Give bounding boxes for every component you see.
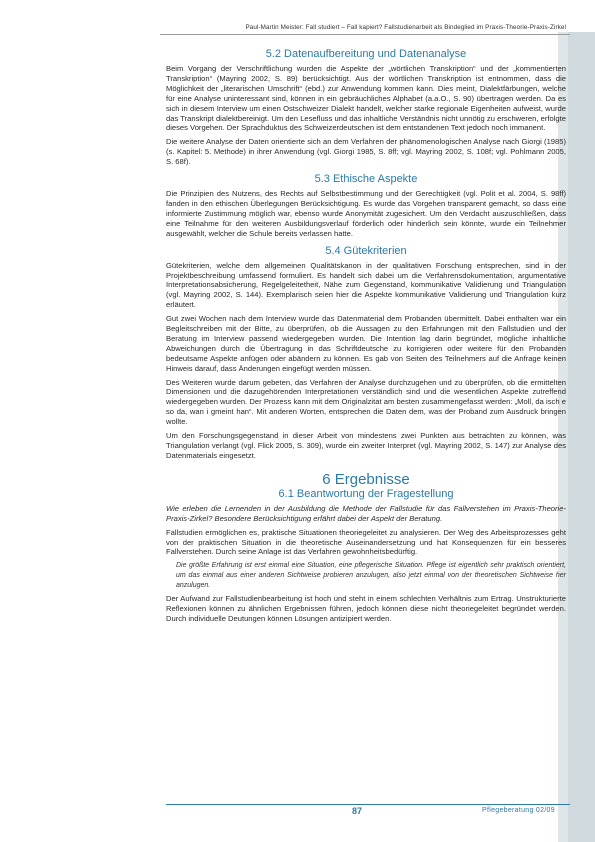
footer-divider [166, 804, 570, 805]
header-divider [160, 34, 570, 35]
paragraph: Die Prinzipien des Nutzens, des Rechts auf Selbstbestimmung und der Gerechtigkeit (vgl. Polit et al. 2004, S. 98ff) fanden in den ethischen Überlegungen Berücksichtigung. Es wurde das Vorgehen transparent gemacht, so dass eine informierte Zustimmung möglich war, ebenso wurde Anonymität zugesichert. Um den Verdacht auszuschließen, dass eine Teilnahme für den weiteren Ausbildungsverlauf förderlich oder hinderlich sein könnte, wurde ein Teilnehmer ausgewählt, welcher die Schule bereits verlassen hatte. [166, 189, 566, 238]
chapter-heading-6: 6 Ergebnisse [322, 470, 410, 488]
interview-quote: Die größte Erfahrung ist erst einmal eine Situation, eine pflegerische Situation. Pflege ist eigentlich sehr praktisch orientiert, um das einmal aus einer anderen Sichtweise probieren anzulugen, also jetzt einmal von der theoretischen Sichtweise her anzulugen. [176, 562, 566, 589]
running-header: Paul-Martin Meister: Fall studiert – Fall kapiert? Fallstudienarbeit als Bindeglied im Praxis-Theorie-Praxis-Zirkel [245, 24, 566, 31]
paragraph: Gütekriterien, welche dem allgemeinen Qualitätskanon in der qualitativen Forschung entsprechen, sind in der Projektbeschreibung umfassend formuliert. Es handelt sich dabei um die Verfahrensdokumentation, argumentative Interpretationsabsicherung, Regelgeleitetheit, Nähe zum Gegenstand, kommunikative Validierung und Triangulation (vgl. Mayring 2002, S. 144). Exemplarisch seien hier die Aspekte kommunikative Validierung und Triangulation kurz erläutert. [166, 260, 566, 310]
paragraph: Der Aufwand zur Fallstudienbearbeitung ist hoch und steht in einem schlechten Verhältnis zum Ertrag. Unstrukturierte Reflexionen können zu ähnlichen Ergebnissen führen, jedoch können diese nicht theoriegeleitet begründet werden. Durch individuelle Deutungen können Lösungen antizipiert werden. [166, 594, 566, 623]
paragraph: Die weitere Analyse der Daten orientierte sich an dem Verfahren der phänomenologischen Analyse nach Giorgi (1985) (s. Kapitel: 5. Methode) in ihrer Anwendung (vgl. Giorgi 1985, S. 8ff; vgl. Mayring 2002, S. 108f; vgl. Pohlmann 2005, S. 68f). [166, 137, 566, 167]
paragraph: Um den Forschungsgegenstand in dieser Arbeit von mindestens zwei Punkten aus betrachten zu können, was Triangulation verlangt (vgl. Flick 2005, S. 309), wurde ein zweiter Interpret (vgl. Mayring 2002, S. 147) zur Analyse des Datenmaterials eingesetzt. [166, 431, 566, 460]
paragraph: Beim Vorgang der Verschriftlichung wurden die Aspekte der „wörtlichen Transkription“ und der „kommentierten Transkription“ (Mayring 2002, S. 89) berücksichtigt. Aus der wörtlichen Transkription ist entnommen, dass die Möglichkeit der „literarischen Umschrift“ (ebd.) zur Anwendung kommen kann. Dies meint, Dialektfärbungen, welche für eine Analyse uninteressant sind, können in ein gebräuchliches Alphabet (a.a.O., S. 90) übertragen werden. Da es sich in diesem Interview um einen Ostschweizer Dialekt handelt, welcher starke regionale Eigenheiten aufweist, wurde das Transkript dialektbereinigt. Um den Lesefluss und das inhaltliche Verständnis nicht unnötig zu erschweren, erfolgte dieses Vorgehen. Der Sprachduktus des Schweizerdeutschen ist dem entstandenen Text jedoch noch immanent. [166, 64, 566, 133]
paragraph: Des Weiteren wurde darum gebeten, das Verfahren der Analyse durchzugehen und zu überprüfen, ob die ermittelten Dimensionen und die dazugehörenden Interpretationen verständlich sind und die wesentlichen Aspekte zutreffend wiedergegeben wurden. Der Prozess kann mit dem Originalzitat am besten zusammengefasst werden: „Moll, da isch e so da, wan i gmeint han“. Mit anderen Worten, entsprechen die Daten dem, was der Proband zum Ausdruck bringen wollte. [166, 377, 566, 427]
section-heading-5-2: 5.2 Datenaufbereitung und Datenanalyse [265, 48, 467, 60]
page-number: 87 [352, 806, 363, 816]
section-heading-5-3: 5.3 Ethische Aspekte [314, 173, 418, 186]
paragraph: Gut zwei Wochen nach dem Interview wurde das Datenmaterial dem Probanden übermittelt. Dabei enthalten war ein Begleitschreiben mit der Bitte, zu überprüfen, ob die Aussagen zu den Erfahrungen mit den Fallstudien und der Beratung im Interview passend wiedergegeben wurden. Die Intention lag darin begründet, mögliche inhaltliche Abweichungen durch die Übertragung in das Schriftdeutsche zu korrigieren oder weitere für den Probanden bedeutsame Aspekte anfügen oder abändern zu können. Es gab von Seiten des Teilnehmers auf die Anfrage keinen Hinweis darauf, dass Änderungen eingefügt werden müssen. [166, 314, 566, 373]
main-text-column [166, 48, 566, 624]
paragraph: Fallstudien ermöglichen es, praktische Situationen theoriegeleitet zu analysieren. Der Weg des Arbeitsprozesses geht von der praktischen Situation in die theoretische Auseinandersetzung und hat Konsequenzen für ein besseres Fallverstehen. Durch seine Anlage ist das Verfahren gewohnheitsbedürftig. [166, 527, 566, 557]
section-heading-5-4: 5.4 Gütekriterien [325, 244, 407, 257]
journal-name: Pflegeberatung 02/09 [482, 807, 555, 814]
research-question: Wie erleben die Lernenden in der Ausbildung die Methode der Fallstudie für das Fallverstehen im Praxis-Theorie-Praxis-Zirkel? Besondere Berücksichtigung erfährt dabei der Aspekt der Beratung. [166, 503, 566, 523]
section-heading-6-1: 6.1 Beantwortung der Fragestellung [278, 487, 454, 500]
side-margin-band-dark [568, 32, 595, 842]
